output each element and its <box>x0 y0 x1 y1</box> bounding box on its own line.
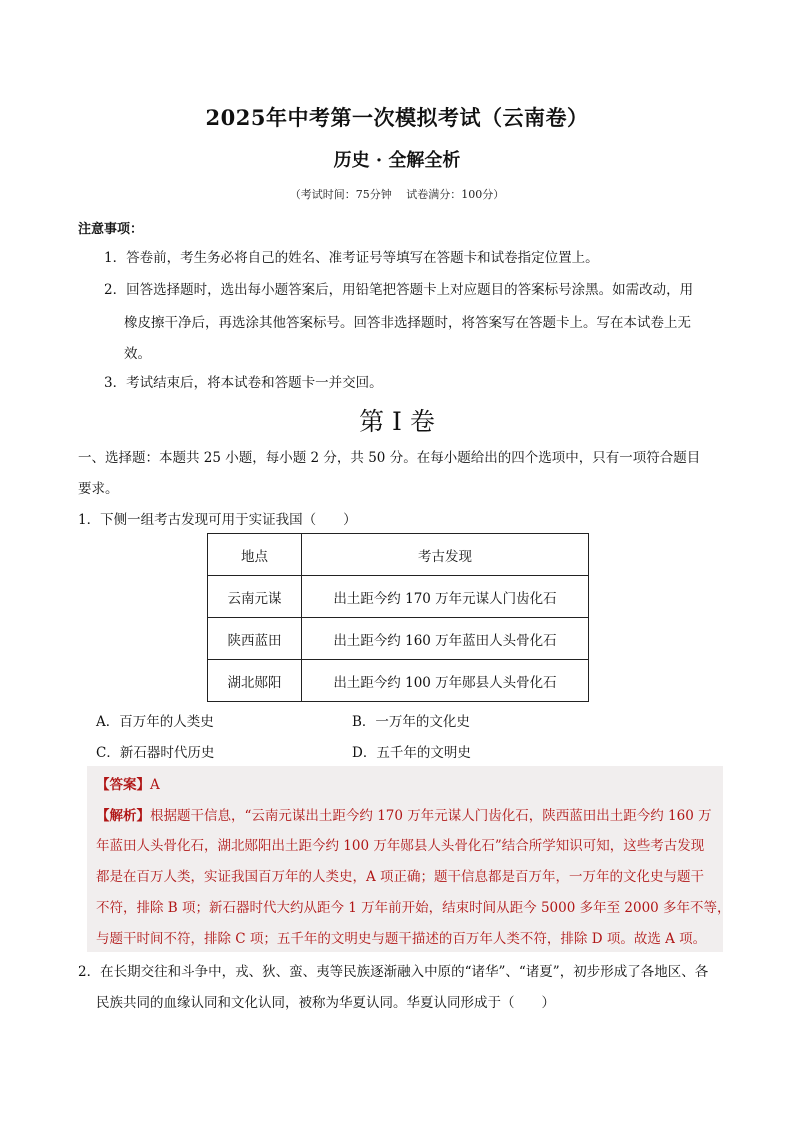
question-2-stem-cont: 民族共同的血缘认同和文化认同，被称为华夏认同。华夏认同形成于（ ） <box>96 995 555 1011</box>
option-d: D．五千年的文明史 <box>352 745 471 761</box>
answer-tag: 【答案】 <box>96 777 150 793</box>
answer-line <box>96 773 160 793</box>
archaeology-table <box>207 533 589 702</box>
answer-value: A <box>150 777 160 793</box>
option-b: B．一万年的文化史 <box>352 714 470 730</box>
note-item-3: 3．考试结束后，将本试卷和答题卡一并交回。 <box>104 375 383 391</box>
table-cell: 出土距今约 100 万年郧县人头骨化石 <box>302 660 589 702</box>
table-cell: 陕西蓝田 <box>208 618 302 660</box>
analysis-text: 根据题干信息，“云南元谋出土距今约 170 万年元谋人门齿化石，陕西蓝田出土距今约 160 万 <box>150 808 712 824</box>
table-cell: 出土距今约 170 万年元谋人门齿化石 <box>302 576 589 618</box>
note-item-2-end: 效。 <box>124 346 151 362</box>
question-1-stem: 1．下侧一组考古发现可用于实证我国（ ） <box>78 512 357 528</box>
exam-info: （考试时间：75分钟 试卷满分：100分） <box>289 188 505 201</box>
answer-analysis-box <box>87 766 723 952</box>
section-instructions: 一、选择题：本题共 25 小题，每小题 2 分，共 50 分。在每小题给出的四个选项中，只有一项符合题目 <box>78 450 701 466</box>
section-instructions-cont: 要求。 <box>78 481 119 497</box>
note-item-1: 1．答卷前，考生务必将自己的姓名、准考证号等填写在答题卡和试卷指定位置上。 <box>104 250 599 266</box>
table-cell: 云南元谋 <box>208 576 302 618</box>
table-header-row <box>208 534 589 576</box>
note-item-2: 2．回答选择题时，选出每小题答案后，用铅笔把答题卡上对应题目的答案标号涂黑。如需改动，用 <box>104 282 694 298</box>
page-title: 2025年中考第一次模拟考试（云南卷） <box>205 105 589 130</box>
analysis-line-1 <box>96 804 712 824</box>
question-2-stem: 2．在长期交往和斗争中，戎、狄、蛮、夷等民族逐渐融入中原的“诸华”、“诸夏”，初步形成了各地区、各 <box>78 964 709 980</box>
table-cell: 湖北郧阳 <box>208 660 302 702</box>
analysis-line-3: 都是在百万人类，实证我国百万年的人类史，A 项正确；题干信息都是百万年，一万年的文化史与题干 <box>96 869 705 885</box>
table-row <box>208 576 589 618</box>
page-subtitle: 历史 · 全解全析 <box>333 150 461 171</box>
table-cell: 出土距今约 160 万年蓝田人头骨化石 <box>302 618 589 660</box>
option-c: C．新石器时代历史 <box>96 745 215 761</box>
option-a: A．百万年的人类史 <box>96 714 214 730</box>
analysis-line-2: 年蓝田人头骨化石，湖北郧阳出土距今约 100 万年郧县人头骨化石”结合所学知识可知，这些考古发现 <box>96 838 705 854</box>
table-row <box>208 618 589 660</box>
note-item-2-cont: 橡皮擦干净后，再选涂其他答案标号。回答非选择题时，将答案写在答题卡上。写在本试卷上无 <box>124 315 691 331</box>
table-row <box>208 660 589 702</box>
analysis-line-4: 不符，排除 B 项；新石器时代大约从距今 1 万年前开始，结束时间从距今 5000 多年至 2000 多年不等， <box>96 900 731 916</box>
volume-title: 第 I 卷 <box>359 407 435 436</box>
analysis-tag: 【解析】 <box>96 808 150 824</box>
table-header-cell: 考古发现 <box>302 534 589 576</box>
analysis-line-5: 与题干时间不符，排除 C 项；五千年的文明史与题干描述的百万年人类不符，排除 D 项。故选 A 项。 <box>96 931 707 947</box>
notes-heading: 注意事项： <box>78 222 144 237</box>
table-header-cell: 地点 <box>208 534 302 576</box>
